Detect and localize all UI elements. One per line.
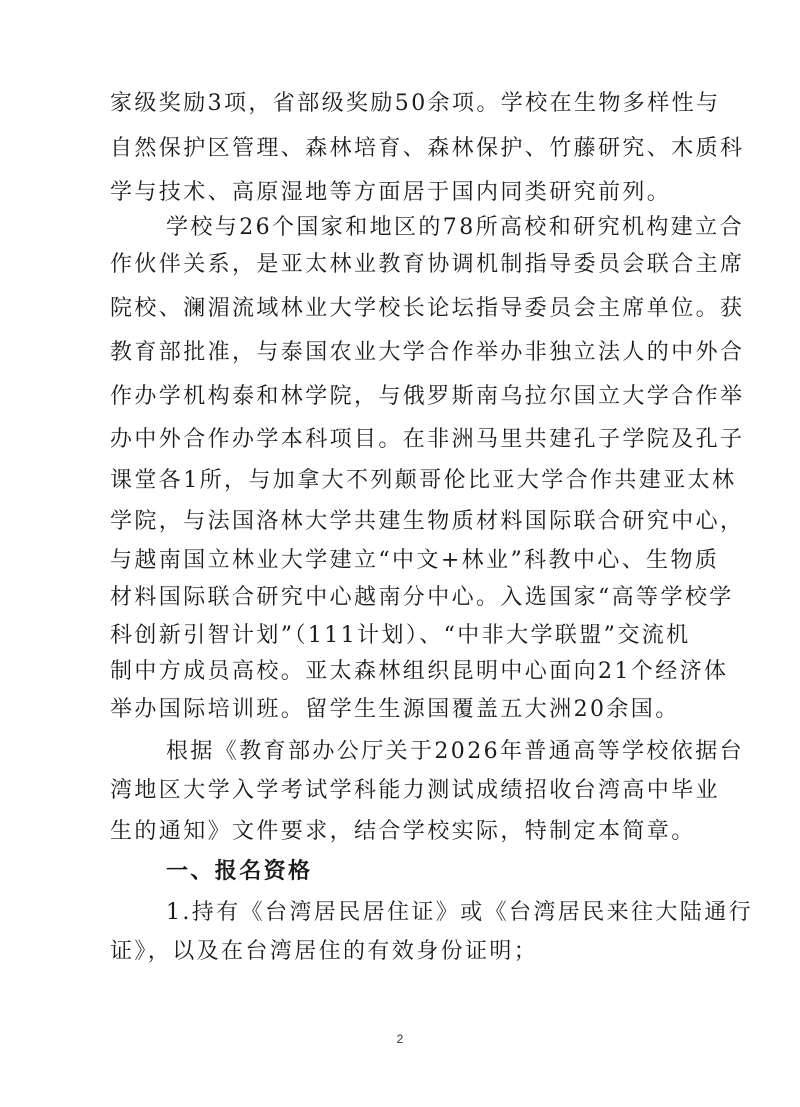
body-text-line: 生的通知》文件要求，结合学校实际，特制定本简章。 [110,819,696,844]
body-text-line: 与越南国立林业大学建立“中文+林业”科教中心、生物质 [110,548,720,573]
body-text-line: 作办学机构泰和林学院，与俄罗斯南乌拉尔国立大学合作举 [110,384,745,409]
body-text-line: 学与技术、高原湿地等方面居于国内同类研究前列。 [110,180,672,205]
paragraph-start-line: 根据《教育部办公厅关于2026年普通高等学校依据台 [166,739,744,764]
body-text-line: 材料国际联合研究中心越南分中心。入选国家“高等学校学 [110,585,734,610]
paragraph-start-line: 学校与26个国家和地区的78所高校和研究机构建立合 [166,215,744,240]
body-text-line: 学院，与法国洛林大学共建生物质材料国际联合研究中心， [110,509,745,534]
body-text-line: 作伙伴关系，是亚太林业教育协调机制指导委员会联合主席 [110,252,745,277]
list-item-line: 1.持有《台湾居民居住证》或《台湾居民来往大陆通行 [166,900,753,925]
body-text-line: 湾地区大学入学考试学科能力测试成绩招收台湾高中毕业 [110,778,721,803]
section-heading: 一、报名资格 [166,859,313,884]
body-text-line: 教育部批准，与泰国农业大学合作举办非独立法人的中外合 [110,340,745,365]
body-text-line: 制中方成员高校。亚太森林组织昆明中心面向21个经济体 [110,659,729,684]
page-number: 2 [396,1032,404,1046]
body-text-line: 课堂各1所，与加拿大不列颠哥伦比亚大学合作共建亚太林 [110,468,737,493]
list-item-continuation-line: 证》，以及在台湾居住的有效身份证明； [110,939,539,964]
body-text-line: 家级奖励3项，省部级奖励50余项。学校在生物多样性与 [110,91,721,116]
body-text-line: 科创新引智计划”（111计划）、“中非大学联盟”交流机 [110,623,691,648]
body-text-line: 办中外合作办学本科项目。在非洲马里共建孔子学院及孔子 [110,427,745,452]
body-text-line: 举办国际培训班。留学生生源国覆盖五大洲20余国。 [110,697,680,722]
body-text-line: 自然保护区管理、森林培育、森林保护、竹藤研究、木质科 [110,136,745,161]
body-text-line: 院校、澜湄流域林业大学校长论坛指导委员会主席单位。获 [110,296,745,321]
